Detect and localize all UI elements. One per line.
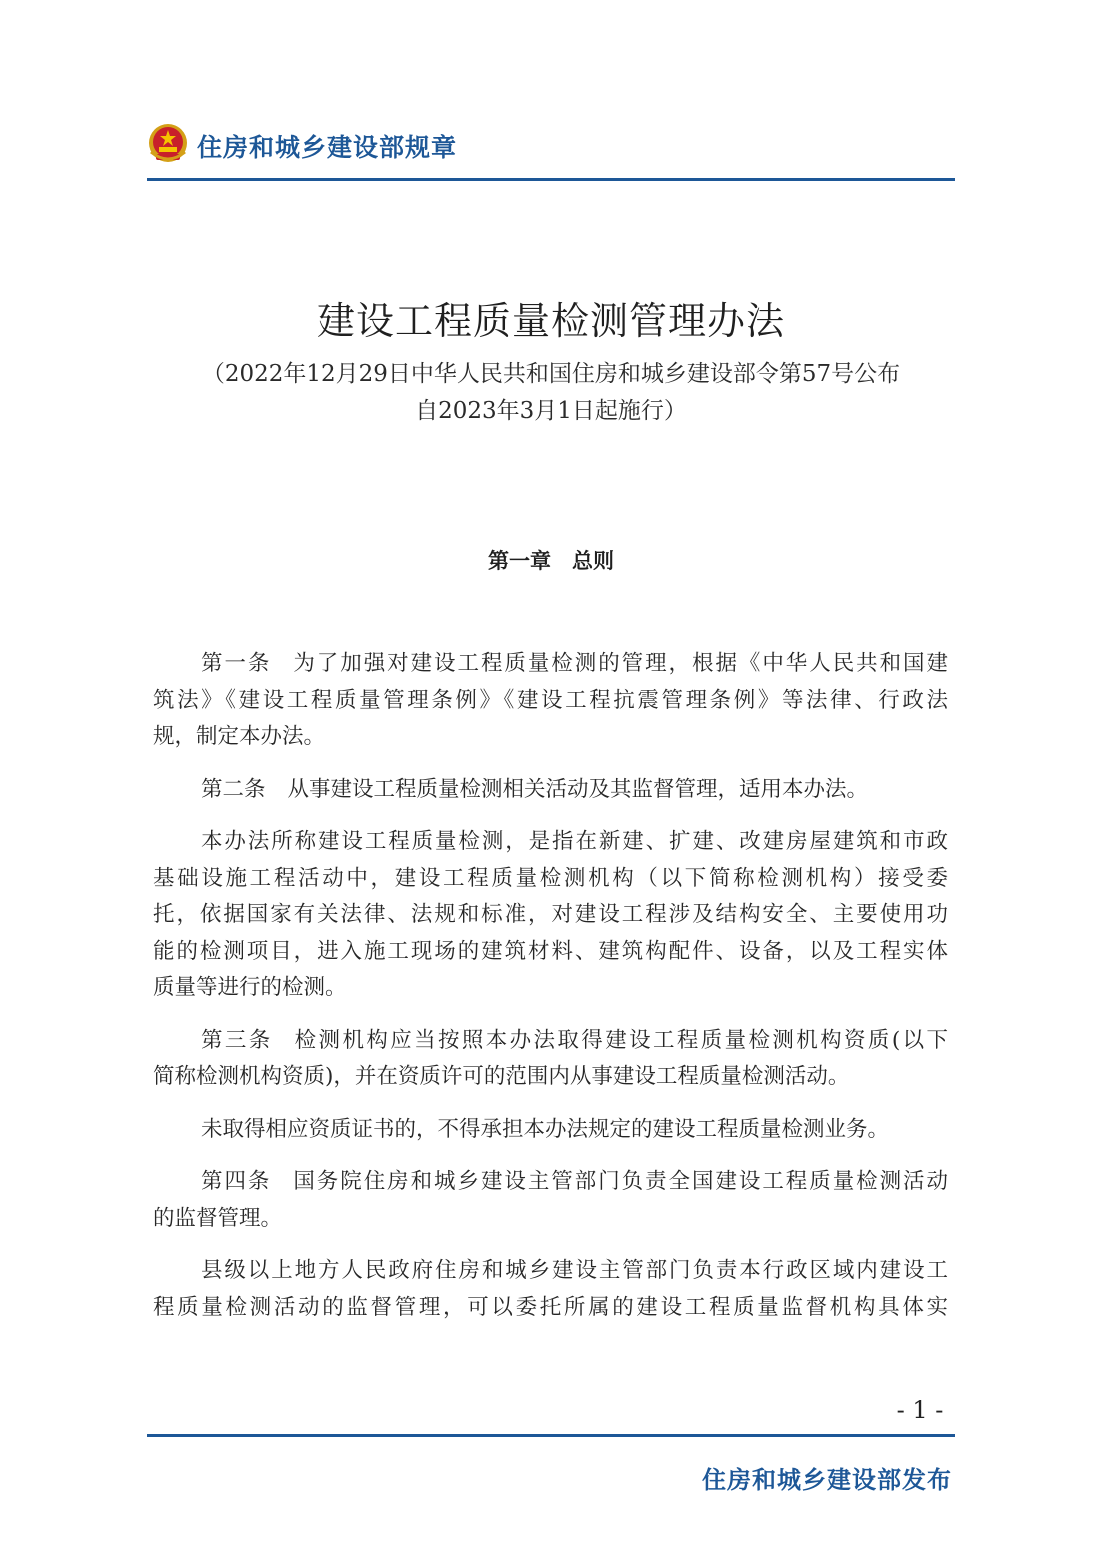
document-body xyxy=(153,646,948,1342)
header-title: 住房和城乡建设部规章 xyxy=(197,133,458,162)
text-line: 简称检测机构资质)，并在资质许可的范围内从事建设工程质量检测活动。 xyxy=(153,1064,850,1089)
text-line: 程质量检测活动的监督管理，可以委托所属的建设工程质量监督机构具体实 xyxy=(153,1294,948,1320)
article-label: 第四条 xyxy=(201,1169,272,1194)
article-1 xyxy=(153,646,948,756)
article-label: 第二条 xyxy=(201,776,266,802)
text-line: 质量等进行的检测。 xyxy=(153,975,347,1000)
text-line: 本办法所称建设工程质量检测，是指在新建、扩建、改建房屋建筑和市政 xyxy=(201,829,948,854)
text-line xyxy=(153,1023,948,1060)
subtitle-line: 自2023年3月1日起施行） xyxy=(415,398,687,424)
header-divider xyxy=(147,178,955,181)
text-line: 县级以上地方人民政府住房和城乡建设主管部门负责本行政区域内建设工 xyxy=(201,1258,948,1283)
text-line xyxy=(153,772,948,809)
subtitle-line: （2022年12月29日中华人民共和国住房和城乡建设部令第57号公布 xyxy=(201,361,901,387)
article-text: 国务院住房和城乡建设主管部门负责全国建设工程质量检测活动 xyxy=(293,1169,948,1194)
article-4 xyxy=(153,1164,948,1237)
paragraph-local-supervision xyxy=(153,1253,948,1326)
article-3 xyxy=(153,1023,948,1096)
document-title: 建设工程质量检测管理办法 xyxy=(316,299,785,343)
text-line: 未取得相应资质证书的，不得承担本办法规定的建设工程质量检测业务。 xyxy=(201,1116,890,1142)
document-subtitle xyxy=(150,356,952,430)
article-label: 第一条 xyxy=(201,651,272,676)
article-label: 第三条 xyxy=(201,1027,273,1053)
article-2 xyxy=(153,772,948,809)
text-line: 规，制定本办法。 xyxy=(153,724,326,749)
national-emblem-icon xyxy=(147,122,189,166)
text-line: 筑法》《建设工程质量管理条例》《建设工程抗震管理条例》等法律、行政法 xyxy=(153,687,948,713)
page-header xyxy=(147,120,955,182)
article-text: 为了加强对建设工程质量检测的管理，根据《中华人民共和国建 xyxy=(293,651,948,676)
text-line: 托，依据国家有关法律、法规和标准，对建设工程涉及结构安全、主要使用功 xyxy=(153,902,948,927)
page-number: - 1 - xyxy=(896,1396,944,1424)
footer-publisher: 住房和城乡建设部发布 xyxy=(702,1466,952,1494)
chapter-heading: 第一章 总则 xyxy=(488,549,614,573)
text-line: 的监督管理。 xyxy=(153,1205,283,1231)
text-line: 基础设施工程活动中，建设工程质量检测机构（以下简称检测机构）接受委 xyxy=(153,865,948,891)
text-line xyxy=(153,646,948,683)
text-line: 能的检测项目，进入施工现场的建筑材料、建筑构配件、设备，以及工程实体 xyxy=(153,938,948,964)
paragraph-qualification xyxy=(153,1112,948,1149)
text-line xyxy=(153,1164,948,1201)
paragraph-definition xyxy=(153,824,948,1007)
article-text: 检测机构应当按照本办法取得建设工程质量检测机构资质(以下 xyxy=(294,1027,948,1053)
article-text: 从事建设工程质量检测相关活动及其监督管理，适用本办法。 xyxy=(287,776,869,802)
footer-divider xyxy=(147,1434,955,1437)
